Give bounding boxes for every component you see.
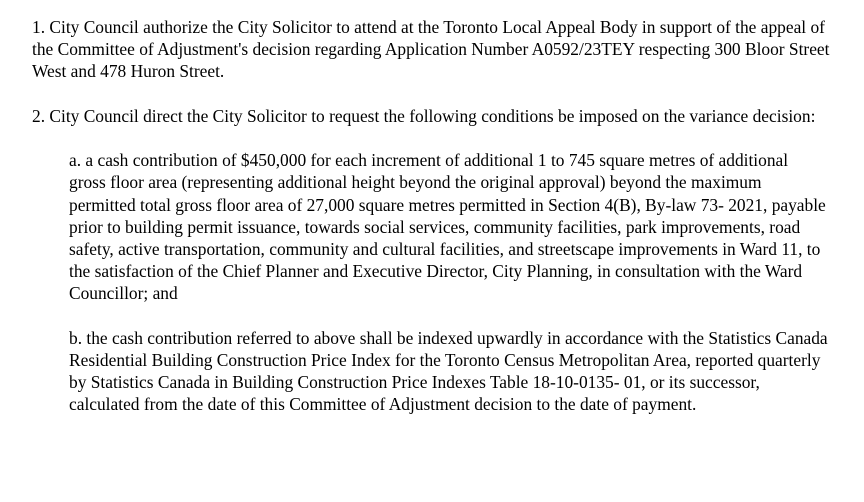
condition-item-b: b. the cash contribution referred to above shall be indexed upwardly in accordance with the Statistics Canada Residential Building Construction Price Index for the Toronto Census Metropolitan Area, reported quarterly by Statistics Canada in Building Construction Price Indexes Table 18-10-0135- 01, or its successor, calculated from the date of this Committee of Adjustment decision to the date of payment. <box>69 327 828 414</box>
recommendation-item-2: 2. City Council direct the City Solicitor to request the following conditions be imposed on the variance decision: <box>32 105 816 126</box>
condition-item-a: a. a cash contribution of $450,000 for each increment of additional 1 to 745 square metres of additional gross floor area (representing additional height beyond the original approval) beyond the maximum permitted total gross floor area of 27,000 square metres permitted in Section 4(B), By-law 73- 2021, payable prior to building permit issuance, towards social services, community facilities, park improvements, road safety, active transportation, community and cultural facilities, and streetscape improvements in Ward 11, to the satisfaction of the Chief Planner and Executive Director, City Planning, in consultation with the Ward Councillor; and <box>69 150 826 303</box>
recommendation-item-1: 1. City Council authorize the City Solicitor to attend at the Toronto Local Appeal Body in support of the appeal of the Committee of Adjustment's decision regarding Application Number A0592/23TEY respecting 300 Bloor Street West and 478 Huron Street. <box>32 17 830 82</box>
document-body <box>32 16 832 437</box>
